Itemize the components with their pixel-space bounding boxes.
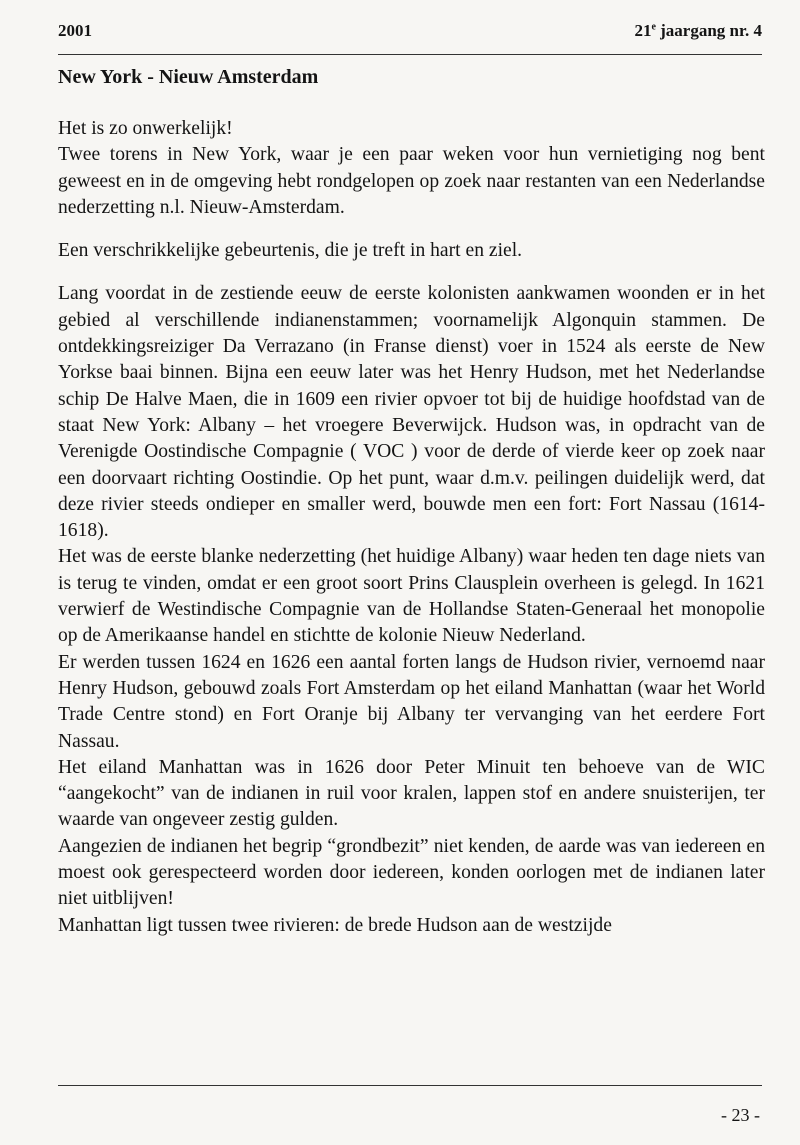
header-divider (58, 54, 762, 55)
paragraph: Het is zo onwerkelijk! (58, 118, 233, 139)
paragraph: Er werden tussen 1624 en 1626 een aantal forten langs de Hudson rivier, vernoemd naar Henry Hudson, gebouwd zoals Fort Amsterdam op het eiland Manhattan (waar het World Trade Centre stond) en Fort Oranje bij Albany ter vervanging van het eerdere Fort Nassau. (58, 651, 765, 752)
paragraph: Manhattan ligt tussen twee rivieren: de brede Hudson aan de westzijde (58, 914, 612, 936)
page-number: - 23 - (721, 1105, 760, 1125)
volume-number: 21 (634, 21, 652, 40)
paragraph: Het was de eerste blanke nederzetting (het huidige Albany) waar heden ten dage niets van is terug te vinden, omdat er een groot soort Prins Clausplein overheen is gelegd. In 1621 verwierf de Westindische Compagnie van de Hollandse Staten-Generaal het monopolie op de Amerikaanse handel en stichtte de kolonie Nieuw Nederland. (58, 546, 765, 647)
volume-issue: jaargang nr. 4 (655, 21, 762, 40)
paragraph: Het eiland Manhattan was in 1626 door Peter Minuit ten behoeve van de WIC “aangekocht” van de indianen in ruil voor kralen, lappen stof en andere snuisterijen, ter waarde van ongeveer zestig gulden. (58, 756, 765, 831)
paragraph: Een verschrikkelijke gebeurtenis, die je treft in hart en ziel. (58, 240, 523, 262)
paragraph: Lang voordat in de zestiende eeuw de eerste kolonisten aankwamen woonden er in het gebied al verschillende indianenstammen; voornamelijk Algonquin stammen. De ontdekkingsreiziger Da Verrazano (in Franse dienst) voer in 1524 als eerste de New Yorkse baai binnen. Bijna een eeuw later was het Henry Hudson, met het Nederlandse schip De Halve Maen, die in 1609 een rivier opvoer tot bij de huidige hoofdstad van de staat New York: Albany – het vroegere Beverwijck. Hudson was, in opdracht van de Verenigde Oostindische Compagnie ( VOC ) voor de derde of vierde keer op zoek naar een doorvaart richting Oostindie. Op het punt, waar d.m.v. peilingen duidelijk werd, dat deze rivier steeds ondieper en smaller werd, bouwde men een fort: Fort Nassau (1614-1618). (58, 283, 765, 542)
header-volume (634, 21, 762, 41)
volume-ordinal: e (651, 21, 656, 33)
paragraph: Twee torens in New York, waar je een paar weken voor hun vernietiging nog bent geweest en in de omgeving hebt rondgelopen op zoek naar restanten van een Nederlandse nederzetting n.l. Nieuw-Amsterdam. (58, 144, 765, 218)
page-header (58, 18, 762, 44)
article-title: New York - Nieuw Amsterdam (58, 66, 319, 88)
footer-divider (58, 1085, 762, 1086)
article-body (58, 116, 765, 939)
header-year: 2001 (58, 21, 92, 40)
paragraph: Aangezien de indianen het begrip “grondbezit” niet kenden, de aarde was van iedereen en moest ook gerespecteerd worden door iedereen, konden oorlogen met de indianen later niet uitblijven! (58, 835, 765, 910)
